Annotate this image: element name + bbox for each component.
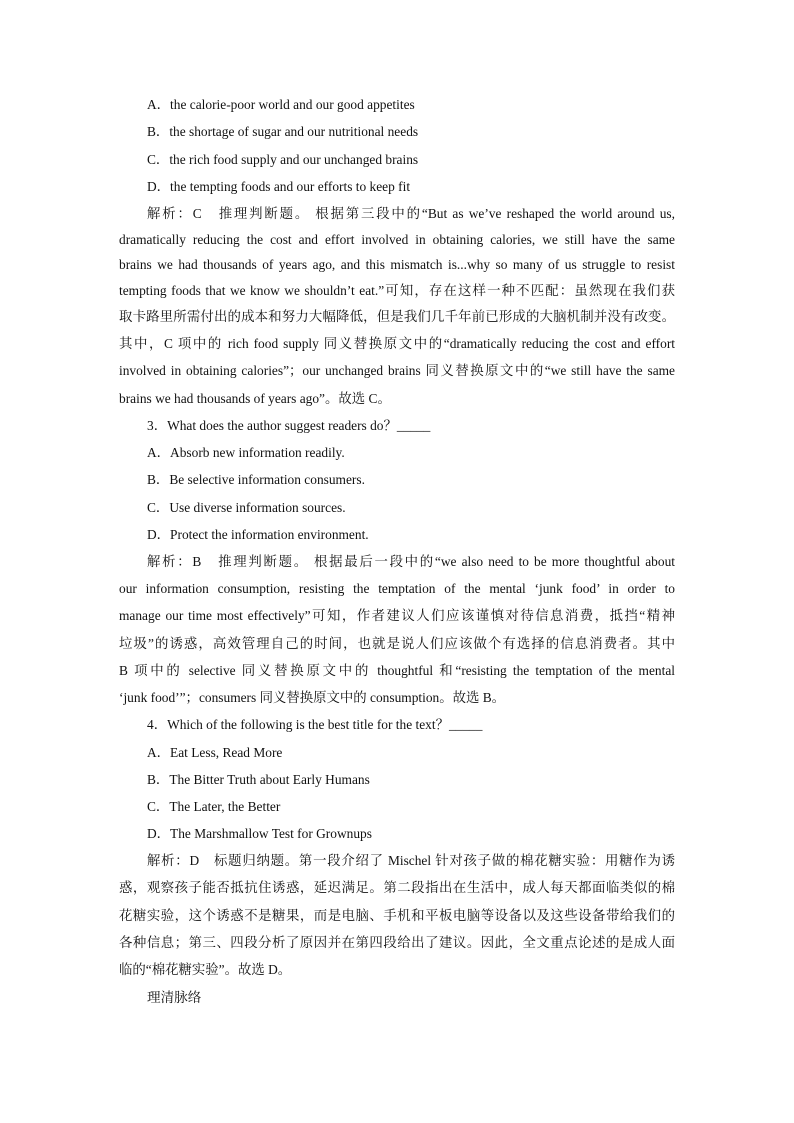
q3-option-c: C．Use diverse information sources. [147, 500, 346, 515]
q4-option-c: C．The Later, the Better [147, 799, 281, 814]
q2-option-b: B．the shortage of sugar and our nutritional needs [147, 124, 419, 139]
q4-analysis-line: 临的“棉花糖实验”。故选 D。 [119, 962, 292, 977]
q4-option-b: B．The Bitter Truth about Early Humans [147, 772, 370, 787]
q2-option-a: A．the calorie-poor world and our good appetites [147, 97, 415, 112]
q2-option-c: C．the rich food supply and our unchanged brains [147, 152, 419, 167]
q2-analysis-line: brains we had thousands of years ago”。故选 C。 [119, 391, 391, 406]
q2-analysis-line: dramatically reducing the cost and effort involved in obtaining calories, we still have the same [119, 232, 675, 247]
q2-analysis-line: involved in obtaining calories”；our unchanged brains 同义替换原文中的“we still have the same [119, 363, 675, 378]
section-heading: 理清脉络 [147, 990, 202, 1005]
q4-option-a: A．Eat Less, Read More [147, 745, 283, 760]
q3-analysis-line: ‘junk food’”；consumers 同义替换原文中的 consumption。故选 B。 [119, 690, 506, 705]
q4-analysis-line: 解析：D 标题归纳题。第一段介绍了 Mischel 针对孩子做的棉花糖实验：用糖作为诱 [147, 853, 675, 868]
q3-analysis-line: 解析：B 推理判断题。 根据最后一段中的“we also need to be more thoughtful about [147, 554, 675, 569]
q3-analysis-line: 垃圾”的诱惑，高效管理自己的时间，也就是说人们应该做个有选择的信息消费者。其中 [119, 636, 675, 651]
q4-analysis-line: 花糖实验，这个诱惑不是糖果，而是电脑、手机和平板电脑等设备以及这些设备带给我们的 [119, 908, 675, 923]
q2-analysis-line: 取卡路里所需付出的成本和努力大幅降低，但是我们几千年前已形成的大脑机制并没有改变。 [119, 309, 675, 324]
q2-option-d: D．the tempting foods and our efforts to keep fit [147, 179, 411, 194]
q4-analysis-line: 各种信息；第三、四段分析了原因并在第四段给出了建议。因此，全文重点论述的是成人面 [119, 935, 675, 950]
q3-analysis-line: our information consumption, resisting the temptation of the mental ‘junk food’ in order to [119, 581, 675, 596]
q3-option-a: A．Absorb new information readily. [147, 445, 345, 460]
q4-analysis-line: 惑，观察孩子能否抵抗住诱惑，延迟满足。第二段指出在生活中，成人每天都面临类似的棉 [119, 880, 675, 895]
q3-question: 3．What does the author suggest readers do？_____ [147, 418, 431, 433]
q2-analysis-line: tempting foods that we know we shouldn’t eat.”可知，存在这样一种不匹配：虽然现在我们获 [119, 283, 675, 298]
q3-analysis-line: B 项中的 selective 同义替换原文中的 thoughtful 和“resisting the temptation of the mental [119, 663, 675, 678]
q3-analysis-line: manage our time most effectively”可知，作者建议人们应该谨慎对待信息消费，抵挡“精神 [119, 608, 675, 623]
q2-analysis-line: 解析：C 推理判断题。 根据第三段中的“But as we’ve reshaped the world around us, [147, 206, 675, 221]
q4-option-d: D．The Marshmallow Test for Grownups [147, 826, 372, 841]
q4-question: 4．Which of the following is the best title for the text？_____ [147, 717, 483, 732]
q3-option-b: B．Be selective information consumers. [147, 472, 365, 487]
q3-option-d: D．Protect the information environment. [147, 527, 369, 542]
q2-analysis-line: 其中，C 项中的 rich food supply 同义替换原文中的“dramatically reducing the cost and effort [119, 336, 675, 351]
q2-analysis-line: brains we had thousands of years ago, and this mismatch is...why so many of us struggle to resist [119, 257, 675, 272]
